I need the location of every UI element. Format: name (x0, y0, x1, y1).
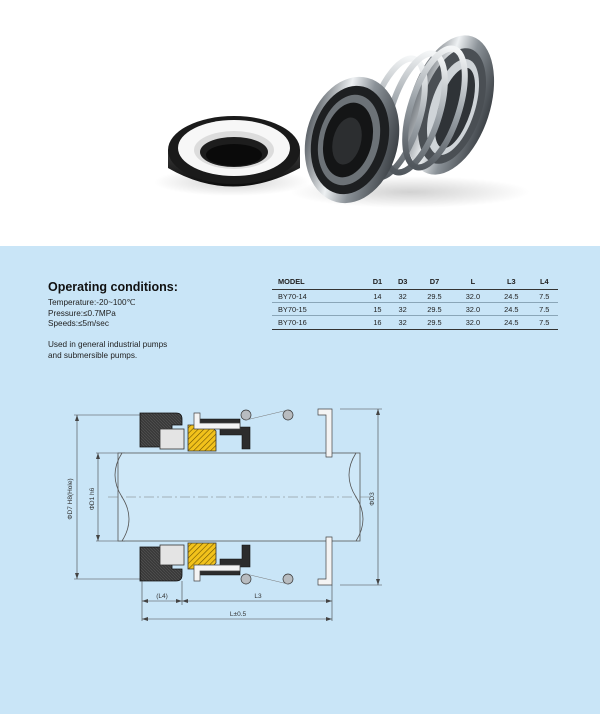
lower-spring-coil (283, 574, 293, 584)
table-cell: 32 (390, 316, 415, 329)
table-cell: BY70-14 (272, 290, 365, 303)
table-cell: 15 (365, 303, 390, 316)
lower-section (140, 537, 332, 585)
shaft (108, 453, 370, 541)
column-header-d7: D7 (415, 275, 453, 290)
column-header-l4: L4 (531, 275, 559, 290)
table-cell: 24.5 (492, 316, 530, 329)
table-cell: 7.5 (531, 316, 559, 329)
table-cell: 24.5 (492, 290, 530, 303)
label-d1: ΦD1 h6 (89, 487, 96, 511)
seal-section-svg (0, 395, 600, 635)
lower-spring-retainer (318, 537, 332, 585)
table-cell: BY70-16 (272, 316, 365, 329)
table-cell: 32.0 (454, 316, 492, 329)
speed-condition: Speeds:≤5m/sec (48, 319, 109, 329)
lower-spring-coil (241, 574, 251, 584)
table-cell: BY70-15 (272, 303, 365, 316)
specification-table (272, 275, 558, 330)
table-cell: 14 (365, 290, 390, 303)
upper-ceramic-ring (160, 429, 184, 449)
column-header-d3: D3 (390, 275, 415, 290)
table-row (272, 290, 558, 303)
table-row (272, 303, 558, 316)
upper-spring-coil (241, 410, 251, 420)
stationary-seat (168, 116, 300, 187)
table-cell: 7.5 (531, 290, 559, 303)
lower-ceramic-ring (160, 545, 184, 565)
label-l: L±0.5 (229, 611, 247, 618)
table-cell: 32 (390, 303, 415, 316)
table-cell: 32.0 (454, 290, 492, 303)
pressure-condition: Pressure:≤0.7MPa (48, 308, 116, 318)
table-cell: 29.5 (415, 316, 453, 329)
column-header-d1: D1 (365, 275, 390, 290)
table-cell: 29.5 (415, 290, 453, 303)
column-header-l: L (454, 275, 492, 290)
table-cell: 7.5 (531, 303, 559, 316)
product-photo (0, 0, 600, 246)
cross-section-drawing (0, 395, 600, 635)
table-row (272, 316, 558, 329)
table-cell: 32.0 (454, 303, 492, 316)
operating-conditions-heading: Operating conditions: (48, 280, 178, 294)
upper-spring-coil (283, 410, 293, 420)
label-d3: ΦD3 (369, 492, 376, 506)
upper-section (140, 409, 332, 457)
temperature-condition: Temperature:-20~100℃ (48, 298, 136, 307)
column-header-l3: L3 (492, 275, 530, 290)
column-header-model: MODEL (272, 275, 365, 290)
table-cell: 32 (390, 290, 415, 303)
label-l3: L3 (254, 593, 262, 600)
label-l4: (L4) (156, 593, 168, 600)
mechanical-seal-photo (0, 0, 600, 246)
upper-spring-retainer (318, 409, 332, 457)
table-cell: 29.5 (415, 303, 453, 316)
table-header-row (272, 275, 558, 290)
usage-line-1: Used in general industrial pumps (48, 340, 168, 349)
operating-conditions-list (48, 298, 136, 330)
label-d7: ΦD7 H8(Hole) (67, 478, 74, 520)
table-cell: 16 (365, 316, 390, 329)
table-cell: 24.5 (492, 303, 530, 316)
usage-line-2: and submersible pumps. (48, 350, 138, 360)
usage-description (48, 340, 167, 361)
